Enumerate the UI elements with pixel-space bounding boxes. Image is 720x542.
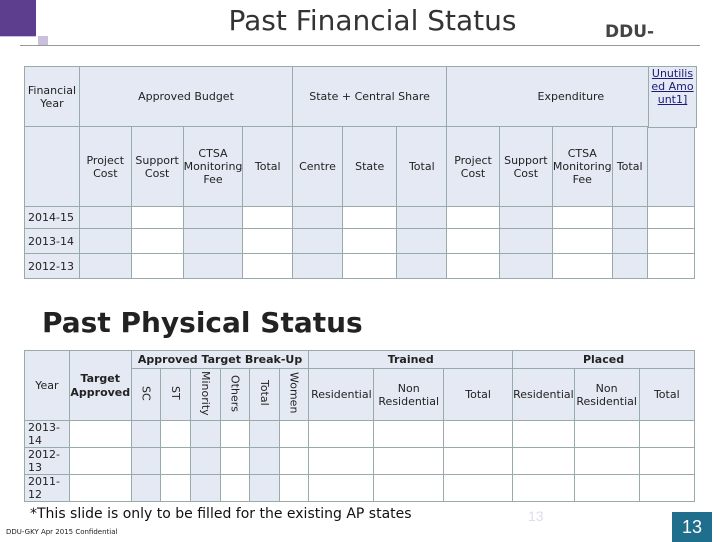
data-cell[interactable]	[250, 421, 280, 448]
data-cell[interactable]	[499, 207, 552, 229]
data-cell[interactable]	[243, 229, 293, 254]
data-cell[interactable]	[647, 254, 694, 279]
data-cell[interactable]	[161, 448, 191, 475]
col-approved-budget: Approved Budget	[79, 67, 292, 127]
col-ex-total: Total	[612, 127, 647, 207]
data-cell[interactable]	[647, 229, 694, 254]
others-label: Others	[228, 374, 242, 412]
data-cell[interactable]	[639, 448, 694, 475]
data-cell[interactable]	[293, 229, 343, 254]
data-cell[interactable]	[639, 421, 694, 448]
data-cell[interactable]	[243, 207, 293, 229]
data-cell[interactable]	[444, 448, 513, 475]
col-approved-breakup: Approved Target Break-Up	[131, 351, 309, 369]
col-st	[161, 369, 191, 421]
col-target-approved	[69, 351, 131, 421]
data-cell[interactable]	[513, 475, 575, 502]
data-cell[interactable]	[499, 254, 552, 279]
slide-note: *This slide is only to be filled for the existing AP states	[30, 506, 412, 522]
data-cell[interactable]	[131, 475, 161, 502]
col-sc-state: State	[342, 127, 397, 207]
data-cell[interactable]	[447, 207, 500, 229]
col-state-central-share: State + Central Share	[293, 67, 447, 127]
data-cell[interactable]	[220, 448, 250, 475]
row-year: 2013-14	[25, 421, 70, 448]
data-cell[interactable]	[69, 448, 131, 475]
logo-text: DDU-	[605, 22, 655, 42]
data-cell[interactable]	[513, 421, 575, 448]
data-cell[interactable]	[183, 207, 243, 229]
data-cell[interactable]	[220, 475, 250, 502]
col-ex-support-cost: Support Cost	[499, 127, 552, 207]
total-label: Total	[257, 380, 271, 406]
blank-header-cell	[25, 127, 80, 207]
col-minority	[190, 369, 220, 421]
data-cell[interactable]	[250, 475, 280, 502]
data-cell[interactable]	[69, 421, 131, 448]
col-tr-total: Total	[444, 369, 513, 421]
col-placed: Placed	[513, 351, 695, 369]
col-expenditure: Expenditure	[447, 67, 695, 127]
col-unutilised-lower	[647, 127, 694, 207]
data-cell[interactable]	[293, 254, 343, 279]
data-cell[interactable]	[342, 229, 397, 254]
data-cell[interactable]	[612, 207, 647, 229]
physical-status-table	[24, 350, 695, 502]
data-cell[interactable]	[161, 475, 191, 502]
data-cell[interactable]	[190, 421, 220, 448]
data-cell[interactable]	[69, 475, 131, 502]
data-cell[interactable]	[309, 475, 374, 502]
data-cell[interactable]	[190, 448, 220, 475]
data-cell[interactable]	[447, 229, 500, 254]
col-pl-non-residential: Non Residential	[574, 369, 639, 421]
col-sc-total: Total	[397, 127, 447, 207]
data-cell[interactable]	[499, 229, 552, 254]
data-cell[interactable]	[552, 229, 612, 254]
data-cell[interactable]	[397, 254, 447, 279]
data-cell[interactable]	[513, 448, 575, 475]
data-cell[interactable]	[79, 229, 131, 254]
section-title-physical: Past Physical Status	[42, 306, 363, 339]
data-cell[interactable]	[374, 448, 444, 475]
data-cell[interactable]	[444, 421, 513, 448]
data-cell[interactable]	[131, 229, 183, 254]
data-cell[interactable]	[397, 229, 447, 254]
data-cell[interactable]	[342, 254, 397, 279]
data-cell[interactable]	[647, 207, 694, 229]
col-ab-project-cost: Project Cost	[79, 127, 131, 207]
data-cell[interactable]	[309, 421, 374, 448]
data-cell[interactable]	[612, 254, 647, 279]
women-label: Women	[287, 372, 301, 414]
col-pl-residential: Residential	[513, 369, 575, 421]
row-year: 2012-13	[25, 448, 70, 475]
unutilised-label: Unutilised Amount1]	[651, 67, 694, 106]
sc-label: SC	[139, 385, 153, 401]
data-cell[interactable]	[131, 421, 161, 448]
data-cell[interactable]	[309, 448, 374, 475]
col-sc-centre: Centre	[293, 127, 343, 207]
data-cell[interactable]	[342, 207, 397, 229]
col-trained: Trained	[309, 351, 513, 369]
col-ab-ctsa-fee: CTSA Monitoring Fee	[183, 127, 243, 207]
data-cell[interactable]	[374, 421, 444, 448]
data-cell[interactable]	[131, 254, 183, 279]
col-others	[220, 369, 250, 421]
data-cell[interactable]	[279, 475, 309, 502]
col-tr-residential: Residential	[309, 369, 374, 421]
row-year: 2011-12	[25, 475, 70, 502]
st-label: ST	[169, 386, 183, 400]
data-cell[interactable]	[293, 207, 343, 229]
data-cell[interactable]	[183, 254, 243, 279]
col-total	[250, 369, 280, 421]
col-women	[279, 369, 309, 421]
col-ex-ctsa-fee: CTSA Monitoring Fee	[552, 127, 612, 207]
page-number: 13	[672, 512, 712, 542]
data-cell[interactable]	[243, 254, 293, 279]
row-year: 2014-15	[25, 207, 80, 229]
data-cell[interactable]	[574, 421, 639, 448]
col-ex-project-cost: Project Cost	[447, 127, 500, 207]
data-cell[interactable]	[190, 475, 220, 502]
data-cell[interactable]	[250, 448, 280, 475]
col-pl-total: Total	[639, 369, 694, 421]
data-cell[interactable]	[552, 254, 612, 279]
data-cell[interactable]	[444, 475, 513, 502]
col-year: Year	[25, 351, 70, 421]
data-cell[interactable]	[397, 207, 447, 229]
data-cell[interactable]	[220, 421, 250, 448]
data-cell[interactable]	[639, 475, 694, 502]
col-ab-support-cost: Support Cost	[131, 127, 183, 207]
ghost-page-number: 13	[528, 508, 544, 524]
col-unutilised	[648, 66, 697, 128]
data-cell[interactable]	[79, 207, 131, 229]
data-cell[interactable]	[131, 207, 183, 229]
slide-title: Past Financial Status	[228, 4, 517, 37]
footer-text: DDU-GKY Apr 2015 Confidential	[6, 528, 118, 536]
data-cell[interactable]	[279, 448, 309, 475]
data-cell[interactable]	[131, 448, 161, 475]
col-ab-total: Total	[243, 127, 293, 207]
data-cell[interactable]	[161, 421, 191, 448]
data-cell[interactable]	[612, 229, 647, 254]
financial-status-table	[24, 66, 695, 279]
row-year: 2012-13	[25, 254, 80, 279]
title-divider	[20, 45, 700, 46]
target-approved-label: Target Approved	[70, 371, 131, 399]
data-cell[interactable]	[447, 254, 500, 279]
col-sc	[131, 369, 161, 421]
minority-label: Minority	[198, 370, 212, 416]
data-cell[interactable]	[279, 421, 309, 448]
data-cell[interactable]	[183, 229, 243, 254]
data-cell[interactable]	[574, 475, 639, 502]
row-year: 2013-14	[25, 229, 80, 254]
col-financial-year: Financial Year	[25, 67, 80, 127]
data-cell[interactable]	[374, 475, 444, 502]
data-cell[interactable]	[574, 448, 639, 475]
data-cell[interactable]	[79, 254, 131, 279]
data-cell[interactable]	[552, 207, 612, 229]
col-tr-non-residential: Non Residential	[374, 369, 444, 421]
